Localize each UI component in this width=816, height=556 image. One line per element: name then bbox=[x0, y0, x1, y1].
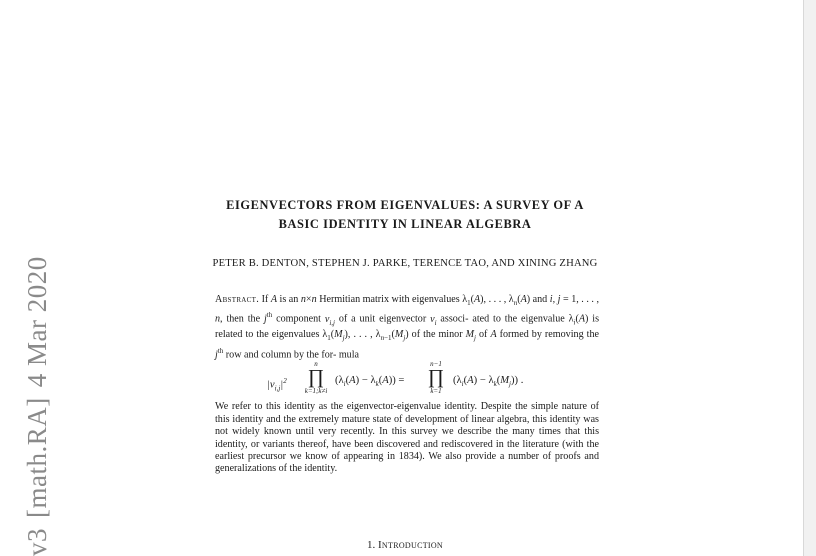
author-list: PETER B. DENTON, STEPHEN J. PARKE, TERENCE TAO, AND XINING ZHANG bbox=[212, 258, 598, 269]
abstract-label: Abstract. bbox=[215, 294, 260, 305]
equation-lhs-term: $|v_{i,j}|^2$ bbox=[267, 377, 287, 394]
arxiv-date: 4 Mar 2020 bbox=[22, 256, 52, 388]
product-symbol-right: n−1 ∏ k=1 bbox=[427, 360, 445, 396]
section-heading bbox=[160, 539, 650, 551]
arxiv-version: v3 bbox=[22, 528, 52, 556]
equation-left-factor: $(\lambda_i(A) - \lambda_k(A))$ = bbox=[335, 375, 405, 389]
arxiv-identifier bbox=[22, 246, 53, 556]
abstract bbox=[215, 294, 599, 476]
paper-title bbox=[160, 196, 650, 234]
abstract-body: We refer to this identity as the eigenvector-eigenvalue identity. Despite the simple nature of this identity and the extremely mature state of development of linear algebra, this identity was not widely known until very recently. In this survey we describe the many times that this identity, or variants thereof, have been discovered and rediscovered in the literature (with the earliest precursor we know of appearing in 1834). We also provide a number of proofs and generalizations of the identity. bbox=[215, 401, 599, 475]
section-number: 1. bbox=[366, 539, 376, 551]
arxiv-category: [math.RA] bbox=[22, 397, 52, 518]
abstract-intro: Abstract. If A is an n×n Hermitian matrix with eigenvalues $\lambda_1(A)$, . . . , $\lambda_n(A)$ and i, j = 1, . . . , n, then the $j^{th}$ component $v_{i,j}$ of a unit eigenvector $v_i$ associ- ated to the eigenvalue $\lambda_i(A)$ is related to the eigenvalues $\lambda_1(M_j)$, . . . , $\lambda_{n-1}(M_j)$ of the minor $M_j$ of A formed by removing the $j^{th}$ row and column by the for- mula bbox=[215, 294, 600, 360]
equation-right-factor: $(\lambda_i(A) - \lambda_k(M_j))$ . bbox=[453, 375, 524, 389]
product-symbol-left: n ∏ k=1;k≠i bbox=[304, 360, 328, 396]
title-line-1: EIGENVECTORS FROM EIGENVALUES: A SURVEY OF A bbox=[226, 198, 584, 212]
title-line-2: BASIC IDENTITY IN LINEAR ALGEBRA bbox=[278, 217, 532, 231]
section-title: Introduction bbox=[377, 539, 444, 551]
eigenvector-eigenvalue-equation bbox=[215, 361, 599, 401]
scrollbar-track[interactable] bbox=[803, 0, 816, 556]
